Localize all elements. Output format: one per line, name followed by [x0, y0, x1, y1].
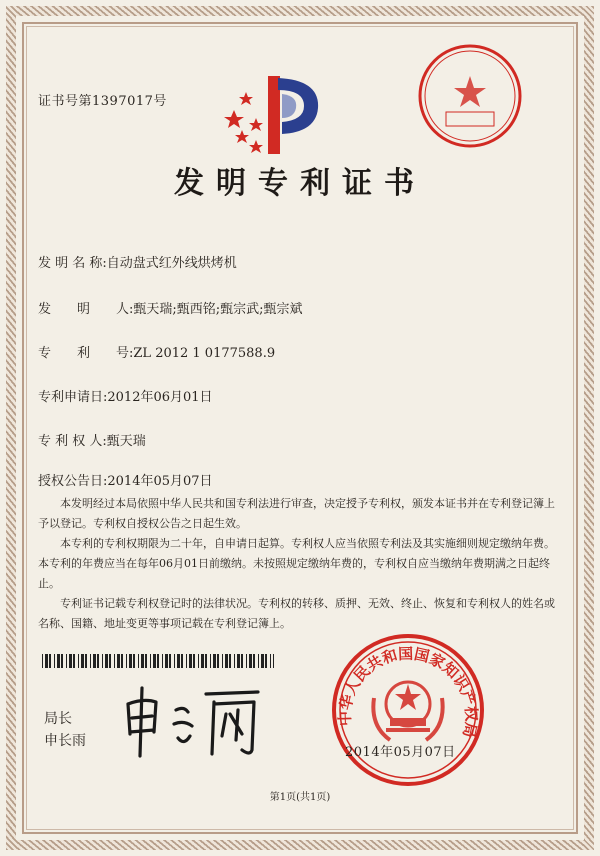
body-paragraph-1: 本发明经过本局依照中华人民共和国专利法进行审查，决定授予专利权，颁发本证书并在专利登记簿上予以登记。专利权自授权公告之日起生效。: [38, 497, 555, 530]
barcode-bar: [145, 654, 147, 668]
barcode-bar: [126, 654, 127, 668]
barcode-bar: [45, 654, 48, 668]
patentee-label: 专 利 权 人:: [38, 434, 107, 449]
barcode-bar: [57, 654, 60, 668]
barcode-bar: [61, 654, 63, 668]
patent-number-value: ZL 2012 1 0177588.9: [133, 346, 276, 361]
barcode-bar: [54, 654, 55, 668]
barcode-bar: [109, 654, 111, 668]
barcode-bar: [105, 654, 108, 668]
signature-icon: [118, 680, 268, 760]
filing-date-value: 2012年06月01日: [107, 390, 213, 405]
barcode-bar: [157, 654, 159, 668]
barcode-bar: [85, 654, 87, 668]
barcode-bar: [93, 654, 96, 668]
barcode-bar: [69, 654, 72, 668]
barcode-bar: [270, 654, 271, 668]
seal-org-text: 中华人民共和国国家知识产权局: [335, 644, 481, 740]
barcode-bar: [138, 654, 139, 668]
barcode-bar: [234, 654, 235, 668]
barcode-bar: [246, 654, 247, 668]
barcode-bar: [241, 654, 243, 668]
barcode-bar: [210, 654, 211, 668]
patentee-field: [38, 430, 146, 449]
filing-date-field: [38, 386, 213, 405]
barcode-bar: [81, 654, 84, 668]
certificate-body: [38, 494, 558, 634]
barcode-icon: [42, 654, 274, 668]
page-number: 第1页(共1页): [269, 792, 331, 803]
barcode-bar: [273, 654, 274, 668]
body-paragraph-2: 本专利的专利权期限为二十年，自申请日起算。专利权人应当依照专利法及其实施细则规定缴纳年费。本专利的年费应当在每年06月01日前缴纳。未按照规定缴纳年费的，专利权自应当缴纳年费期满之日起终止。: [38, 537, 555, 590]
body-paragraph-3: 专利证书记载专利权登记时的法律状况。专利权的转移、质押、无效、终止、恢复和专利权人的姓名或名称、国籍、地址变更等事项记载在专利登记簿上。: [38, 597, 555, 630]
barcode-bar: [261, 654, 264, 668]
patentee-value: 甄天瑞: [106, 434, 146, 449]
barcode-bar: [225, 654, 228, 668]
inventors-value: 甄天瑞;甄西铭;甄宗武;甄宗斌: [133, 302, 303, 317]
barcode-bar: [198, 654, 199, 668]
barcode-bar: [42, 654, 43, 668]
barcode-bar: [97, 654, 99, 668]
invention-name-label: 发 明 名 称:: [38, 256, 107, 271]
barcode-bar: [189, 654, 192, 668]
certificate-number: 证书号第1397017号: [38, 94, 167, 109]
invention-name-value: 自动盘式红外线烘烤机: [106, 256, 237, 271]
patent-office-logo-icon: [220, 70, 340, 160]
barcode-bar: [162, 654, 163, 668]
grant-date-value: 2014年05月07日: [107, 474, 213, 489]
barcode-bar: [258, 654, 259, 668]
barcode-bar: [229, 654, 231, 668]
barcode-bar: [177, 654, 180, 668]
barcode-bar: [253, 654, 255, 668]
barcode-bar: [217, 654, 219, 668]
invention-name-field: [38, 252, 237, 271]
officer-title: 局长: [44, 711, 72, 727]
barcode-bar: [102, 654, 103, 668]
inventors-field: [38, 298, 303, 317]
barcode-bar: [174, 654, 175, 668]
barcode-bar: [73, 654, 75, 668]
barcode-bar: [237, 654, 240, 668]
barcode-bar: [90, 654, 91, 668]
inventors-label: 发 明 人:: [38, 302, 134, 317]
barcode-bar: [165, 654, 168, 668]
grant-date-label: 授权公告日:: [38, 474, 108, 489]
official-seal-icon: [330, 632, 486, 788]
barcode-bar: [222, 654, 223, 668]
barcode-bar: [117, 654, 120, 668]
barcode-bar: [205, 654, 207, 668]
barcode-bar: [186, 654, 187, 668]
barcode-bar: [78, 654, 79, 668]
barcode-bar: [141, 654, 144, 668]
barcode-bar: [121, 654, 123, 668]
page-title: 发明专利证书: [174, 166, 426, 201]
filing-date-label: 专利申请日:: [38, 390, 108, 405]
officer-name: 申长雨: [44, 733, 86, 749]
seal-date: 2014年05月07日: [345, 745, 456, 760]
barcode-bar: [193, 654, 195, 668]
barcode-bar: [49, 654, 51, 668]
barcode-bar: [213, 654, 216, 668]
grant-date-field: [38, 470, 213, 489]
barcode-bar: [150, 654, 151, 668]
patent-number-field: [38, 342, 275, 361]
barcode-bar: [153, 654, 156, 668]
barcode-bar: [265, 654, 267, 668]
barcode-bar: [181, 654, 183, 668]
barcode-bar: [66, 654, 67, 668]
barcode-bar: [114, 654, 115, 668]
tax-office-seal-icon: [416, 42, 524, 150]
barcode-bar: [129, 654, 132, 668]
barcode-bar: [201, 654, 204, 668]
barcode-bar: [133, 654, 135, 668]
barcode-bar: [249, 654, 252, 668]
patent-number-label: 专 利 号:: [38, 346, 134, 361]
barcode-bar: [169, 654, 171, 668]
